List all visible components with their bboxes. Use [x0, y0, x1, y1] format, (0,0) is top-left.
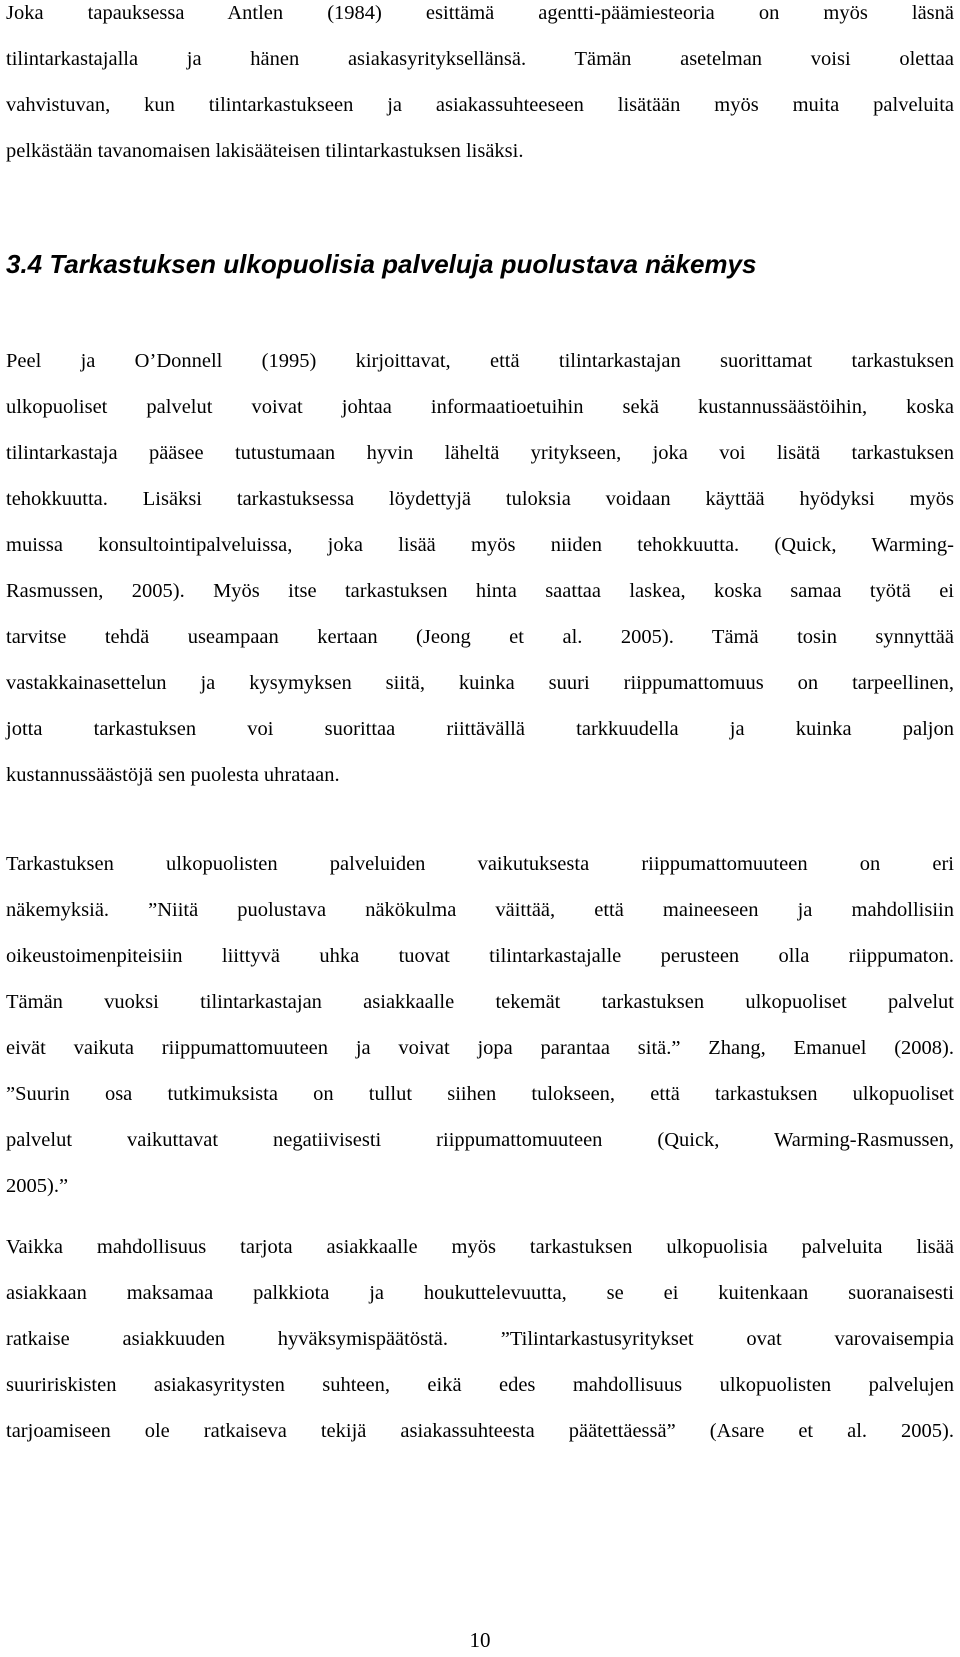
paragraph-3	[6, 1224, 954, 1454]
text-line: oikeustoimenpiteisiin liittyvä uhka tuovat tilintarkastajalle perusteen olla riippumaton.	[6, 945, 954, 967]
text-line: ulkopuoliset palvelut voivat johtaa informaatioetuihin sekä kustannussäästöihin, koska	[6, 396, 954, 418]
text-line: tilintarkastajalla ja hänen asiakasyrityksellänsä. Tämän asetelman voisi olettaa	[6, 48, 954, 70]
text-line: Joka tapauksessa Antlen (1984) esittämä agentti-päämiesteoria on myös läsnä	[6, 2, 954, 24]
paragraph-1	[6, 338, 954, 798]
text-line: jotta tarkastuksen voi suorittaa riittävällä tarkkuudella ja kuinka paljon	[6, 718, 954, 740]
text-line: Rasmussen, 2005). Myös itse tarkastuksen hinta saattaa laskea, koska samaa työtä ei	[6, 580, 954, 602]
text-line: palvelut vaikuttavat negatiivisesti riippumattomuuteen (Quick, Warming-Rasmussen,	[6, 1129, 954, 1151]
text-line: suuririskisten asiakasyritysten suhteen, eikä edes mahdollisuus ulkopuolisten palvelujen	[6, 1374, 954, 1396]
paragraph-2	[6, 841, 954, 1209]
text-line: 2005).”	[6, 1175, 69, 1197]
text-line: vastakkainasettelun ja kysymyksen siitä, kuinka suuri riippumattomuus on tarpeellinen,	[6, 672, 954, 694]
text-line: Peel ja O’Donnell (1995) kirjoittavat, että tilintarkastajan suorittamat tarkastuksen	[6, 350, 954, 372]
text-line: tarjoamiseen ole ratkaiseva tekijä asiakassuhteesta päätettäessä” (Asare et al. 2005).	[6, 1420, 954, 1442]
text-line: Vaikka mahdollisuus tarjota asiakkaalle myös tarkastuksen ulkopuolisia palveluita lisää	[6, 1236, 954, 1258]
intro-paragraph	[6, 0, 954, 174]
page-number: 10	[469, 1628, 491, 1652]
section-heading: 3.4 Tarkastuksen ulkopuolisia palveluja puolustava näkemys	[6, 249, 757, 279]
text-line: Tarkastuksen ulkopuolisten palveluiden vaikutuksesta riippumattomuuteen on eri	[6, 853, 954, 875]
text-line: eivät vaikuta riippumattomuuteen ja voivat jopa parantaa sitä.” Zhang, Emanuel (2008).	[6, 1037, 954, 1059]
text-line: kustannussäästöjä sen puolesta uhrataan.	[6, 764, 340, 786]
text-line: asiakkaan maksamaa palkkiota ja houkuttelevuutta, se ei kuitenkaan suoranaisesti	[6, 1282, 954, 1304]
text-line: tilintarkastaja pääsee tutustumaan hyvin läheltä yritykseen, joka voi lisätä tarkastuksen	[6, 442, 954, 464]
text-line: tehokkuutta. Lisäksi tarkastuksessa löydettyjä tuloksia voidaan käyttää hyödyksi myös	[6, 488, 954, 510]
text-line: vahvistuvan, kun tilintarkastukseen ja asiakassuhteeseen lisätään myös muita palveluita	[6, 94, 954, 116]
text-line: tarvitse tehdä useampaan kertaan (Jeong et al. 2005). Tämä tosin synnyttää	[6, 626, 954, 648]
text-line: näkemyksiä. ”Niitä puolustava näkökulma väittää, että maineeseen ja mahdollisiin	[6, 899, 954, 921]
text-line: ratkaise asiakkuuden hyväksymispäätöstä. ”Tilintarkastusyritykset ovat varovaisempia	[6, 1328, 954, 1350]
text-line: Tämän vuoksi tilintarkastajan asiakkaalle tekemät tarkastuksen ulkopuoliset palvelut	[6, 991, 954, 1013]
text-line: ”Suurin osa tutkimuksista on tullut siihen tulokseen, että tarkastuksen ulkopuoliset	[6, 1083, 954, 1105]
text-line: pelkästään tavanomaisen lakisääteisen tilintarkastuksen lisäksi.	[6, 140, 524, 162]
text-line: muissa konsultointipalveluissa, joka lisää myös niiden tehokkuutta. (Quick, Warming-	[6, 534, 954, 556]
